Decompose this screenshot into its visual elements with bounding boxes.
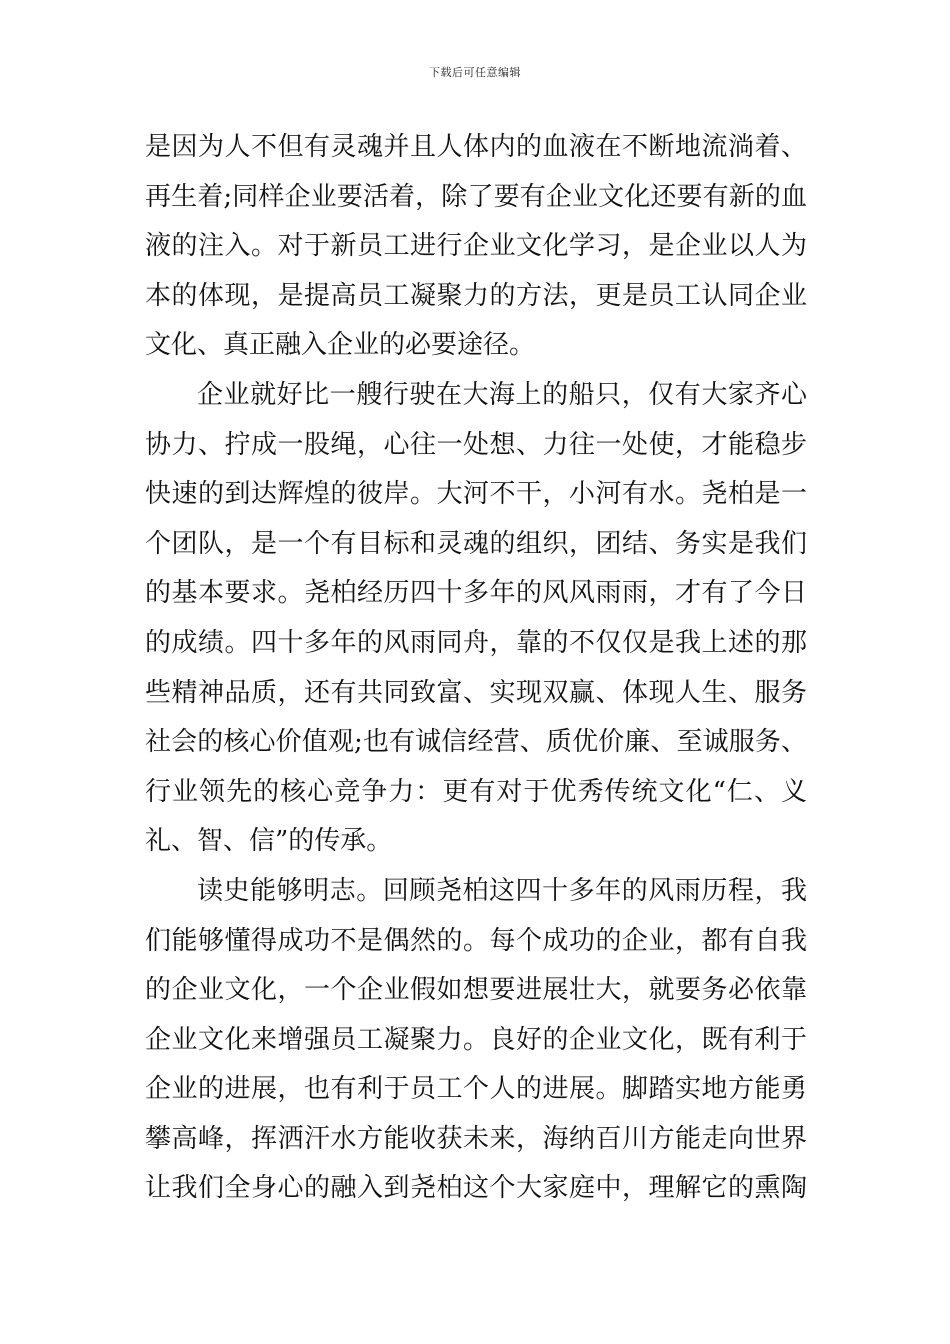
paragraph xyxy=(145,371,807,867)
paragraph xyxy=(145,123,807,371)
page-header: 下载后可任意编辑 xyxy=(429,66,521,79)
text-line: 的基本要求。尧柏经历四十多年的风风雨雨，才有了今日 xyxy=(145,578,807,609)
text-line: 企业的进展，也有利于员工个人的进展。脚踏实地方能勇 xyxy=(145,1074,807,1105)
text-line: 让我们全身心的融入到尧柏这个大家庭中，理解它的熏陶 xyxy=(145,1173,807,1204)
text-line: 们能够懂得成功不是偶然的。每个成功的企业，都有自我 xyxy=(145,925,807,956)
text-line: 快速的到达辉煌的彼岸。大河不干，小河有水。尧柏是一 xyxy=(145,479,807,510)
text-line: 本的体现，是提高员工凝聚力的方法，更是员工认同企业 xyxy=(145,280,807,311)
text-line: 社会的核心价值观;也有诚信经营、质优价廉、至诚服务、 xyxy=(145,727,807,758)
text-line: 企业文化来增强员工凝聚力。良好的企业文化，既有利于 xyxy=(145,1024,807,1055)
text-line: 些精神品质，还有共同致富、实现双赢、体现人生、服务 xyxy=(145,677,807,708)
text-line: 再生着;同样企业要活着，除了要有企业文化还要有新的血 xyxy=(145,181,807,212)
text-line: 攀高峰，挥洒汗水方能收获未来，海纳百川方能走向世界 xyxy=(145,1123,807,1154)
text-line: 的成绩。四十多年的风雨同舟，靠的不仅仅是我上述的那 xyxy=(145,627,807,658)
text-line: 文化、真正融入企业的必要途径。 xyxy=(145,330,536,361)
text-line: 协力、拧成一股绳，心往一处想、力往一处使，才能稳步 xyxy=(145,429,807,460)
text-line: 行业领先的核心竞争力：更有对于优秀传统文化“仁、义 xyxy=(145,776,807,807)
text-line: 礼、智、信”的传承。 xyxy=(145,826,393,857)
text-line: 是因为人不但有灵魂并且人体内的血液在不断地流淌着、 xyxy=(145,132,807,162)
document-body xyxy=(145,123,807,1214)
text-line: 企业就好比一艘行驶在大海上的船只，仅有大家齐心 xyxy=(197,379,807,410)
text-line: 读史能够明志。回顾尧柏这四十多年的风雨历程，我 xyxy=(197,875,807,906)
text-line: 液的注入。对于新员工进行企业文化学习，是企业以人为 xyxy=(145,231,807,262)
text-line: 个团队，是一个有目标和灵魂的组织，团结、务实是我们 xyxy=(145,528,807,559)
text-line: 的企业文化，一个企业假如想要进展壮大，就要务必依靠 xyxy=(145,975,807,1006)
paragraph xyxy=(145,867,807,1214)
